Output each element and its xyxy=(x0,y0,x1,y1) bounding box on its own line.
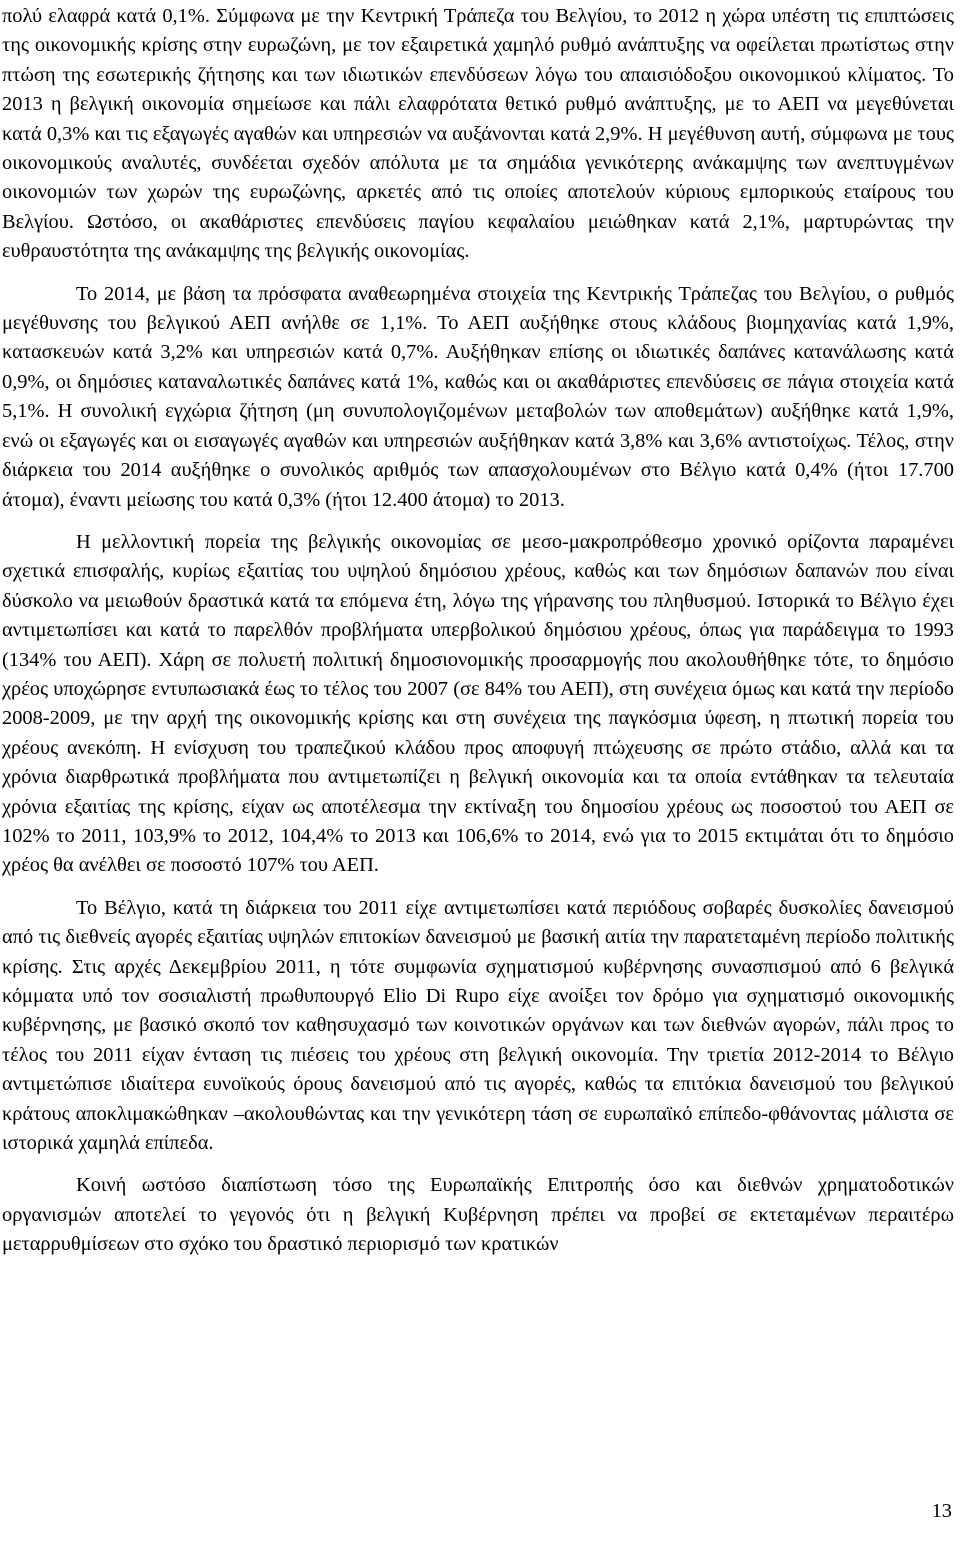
paragraph-public-debt: Η μελλοντική πορεία της βελγικής οικονομίας σε μεσο-μακροπρόθεσμο χρονικό ορίζοντα παραμένει σχετικά επισφαλής, κυρίως εξαιτίας του υψηλού δημόσιου χρέους, καθώς και των δημόσιων δαπανών που είναι δύσκολο να μειωθούν δραστικά κατά τα επόμενα έτη, λόγω της γήρανσης του πληθυσμού. Ιστορικά το Βέλγιο έχει αντιμετωπίσει και κατά το παρελθόν προβλήματα υπερβολικού δημόσιου χρέους, όπως για παράδειγμα το 1993 (134% του ΑΕΠ). Χάρη σε πολυετή πολιτική δημοσιονομικής προσαρμογής που ακολουθήθηκε τότε, το δημόσιο χρέος υποχώρησε εντυπωσιακά έως το τέλος του 2007 (σε 84% του ΑΕΠ), στη συνέχεια όμως και κατά την περίοδο 2008-2009, με την αρχή της οικονομικής κρίσης και στη συνέχεια της παγκόσμια ύφεση, η πτωτική πορεία του χρέους ανεκόπη. Η ενίσχυση του τραπεζικού κλάδου προς αποφυγή πτώχευσης σε πρώτο στάδιο, αλλά και τα χρόνια διαρθρωτικά προβλήματα που αντιμετωπίζει η βελγική οικονομία και τα οποία εντάθηκαν τα τελευταία χρόνια εξαιτίας της κρίσης, είχαν ως αποτέλεσμα την εκτίναξη του δημοσίου χρέους ως ποσοστού του ΑΕΠ σε 102% το 2011, 103,9% το 2012, 104,4% το 2013 και 106,6% το 2014, ενώ για το 2015 εκτιμάται ότι το δημόσιο χρέος θα ανέλθει σε ποσοστό 107% του ΑΕΠ. xyxy=(2,530,954,877)
page-number: 13 xyxy=(931,1500,952,1522)
paragraph-reforms: Κοινή ωστόσο διαπίστωση τόσο της Ευρωπαϊκής Επιτροπής όσο και διεθνών χρηματοδοτικών οργανισμών αποτελεί το γεγονός ότι η βελγική Κυβέρνηση πρέπει να προβεί σε εκτεταμένων περαιτέρω μεταρρυθμίσεων στο σχόκο του δραστικό περιορισμό των κρατικών xyxy=(2,1174,954,1256)
paragraph-economy-2014: Το 2014, με βάση τα πρόσφατα αναθεωρημένα στοιχεία της Κεντρικής Τράπεζας του Βελγίου, ο ρυθμός μεγέθυνσης του βελγικού ΑΕΠ ανήλθε σε 1,1%. Το ΑΕΠ αυξήθηκε στους κλάδους βιομηχανίας κατά 1,9%, κατασκευών κατά 3,2% και υπηρεσιών κατά 0,7%. Αυξήθηκαν επίσης οι ιδιωτικές δαπάνες κατανάλωσης κατά 0,9%, οι δημόσιες καταναλωτικές δαπάνες κατά 1%, καθώς και οι ακαθάριστες επενδύσεις σε πάγια στοιχεία κατά 5,1%. Η συνολική εγχώρια ζήτηση (μη συνυπολογιζομένων μεταβολών των αποθεμάτων) αυξήθηκε κατά 1,9%, ενώ οι εξαγωγές και οι εισαγωγές αγαθών και υπηρεσιών αυξήθηκαν κατά 3,8% και 3,6% αντιστοίχως. Τέλος, στην διάρκεια του 2014 αυξήθηκε ο συνολικός αριθμός των απασχολουμένων στο Βέλγιο κατά 0,4% (ήτοι 17.700 άτομα), έναντι μείωσης του κατά 0,3% (ήτοι 12.400 άτομα) το 2013. xyxy=(2,282,954,511)
paragraph-economy-2012-2013: πολύ ελαφρά κατά 0,1%. Σύμφωνα με την Κεντρική Τράπεζα του Βελγίου, το 2012 η χώρα υπέστη τις επιπτώσεις της οικονομικής κρίσης στην ευρωζώνη, με τον εξαιρετικά χαμηλό ρυθμό ανάπτυξης να οφείλεται πρωτίστως στην πτώση της εσωτερικής ζήτησης και των ιδιωτικών επενδύσεων λόγω του απαισιόδοξου οικονομικού κλίματος. Το 2013 η βελγική οικονομία σημείωσε και πάλι ελαφρότατα θετικό ρυθμό ανάπτυξης, με το ΑΕΠ να μεγεθύνεται κατά 0,3% και τις εξαγωγές αγαθών και υπηρεσιών να αυξάνονται κατά 2,9%. Η μεγέθυνση αυτή, σύμφωνα με τους οικονομικούς αναλυτές, συνδέεται σχεδόν απόλυτα με τα σημάδια γενικότερης ανάκαμψης των ανεπτυγμένων οικονομιών των χωρών της ευρωζώνης, αρκετές από τις οποίες αποτελούν κύριους εμπορικούς εταίρους του Βελγίου. Ωστόσο, οι ακαθάριστες επενδύσεις παγίου κεφαλαίου μειώθηκαν κατά 2,1%, μαρτυρώντας την ευθραυστότητα της ανάκαμψης της βελγικής οικονομίας. xyxy=(2,5,954,263)
paragraph-borrowing-conditions: Το Βέλγιο, κατά τη διάρκεια του 2011 είχε αντιμετωπίσει κατά περιόδους σοβαρές δυσκολίες δανεισμού από τις διεθνείς αγορές εξαιτίας υψηλών επιτοκίων δανεισμού με βασική αιτία την παρατεταμένη περίοδο πολιτικής κρίσης. Στις αρχές Δεκεμβρίου 2011, η τότε συμφωνία σχηματισμού κυβέρνησης συνασπισμού από 6 βελγικά κόμματα υπό τον σοσιαλιστή πρωθυπουργό Elio Di Rupo είχε ανοίξει τον δρόμο για σχηματισμό οικονομικής κυβέρνησης, με βασικό σκοπό τον καθησυχασμό των κοινοτικών οργάνων και των διεθνών αγορών, πάλι προς το τέλος του 2011 είχαν ένταση τις πιέσεις του χρέους στη βελγική οικονομία. Την τριετία 2012-2014 το Βέλγιο αντιμετώπισε ιδιαίτερα ευνοϊκούς όρους δανεισμού από τις αγορές, καθώς τα επιτόκια δανεισμού του βελγικού κράτους αποκλιμακώθηκαν –ακολουθώντας και την γενικότερη τάση σε ευρωπαϊκό επίπεδο-φθάνοντας μάλιστα σε ιστορικά χαμηλά επίπεδα. xyxy=(2,896,954,1155)
